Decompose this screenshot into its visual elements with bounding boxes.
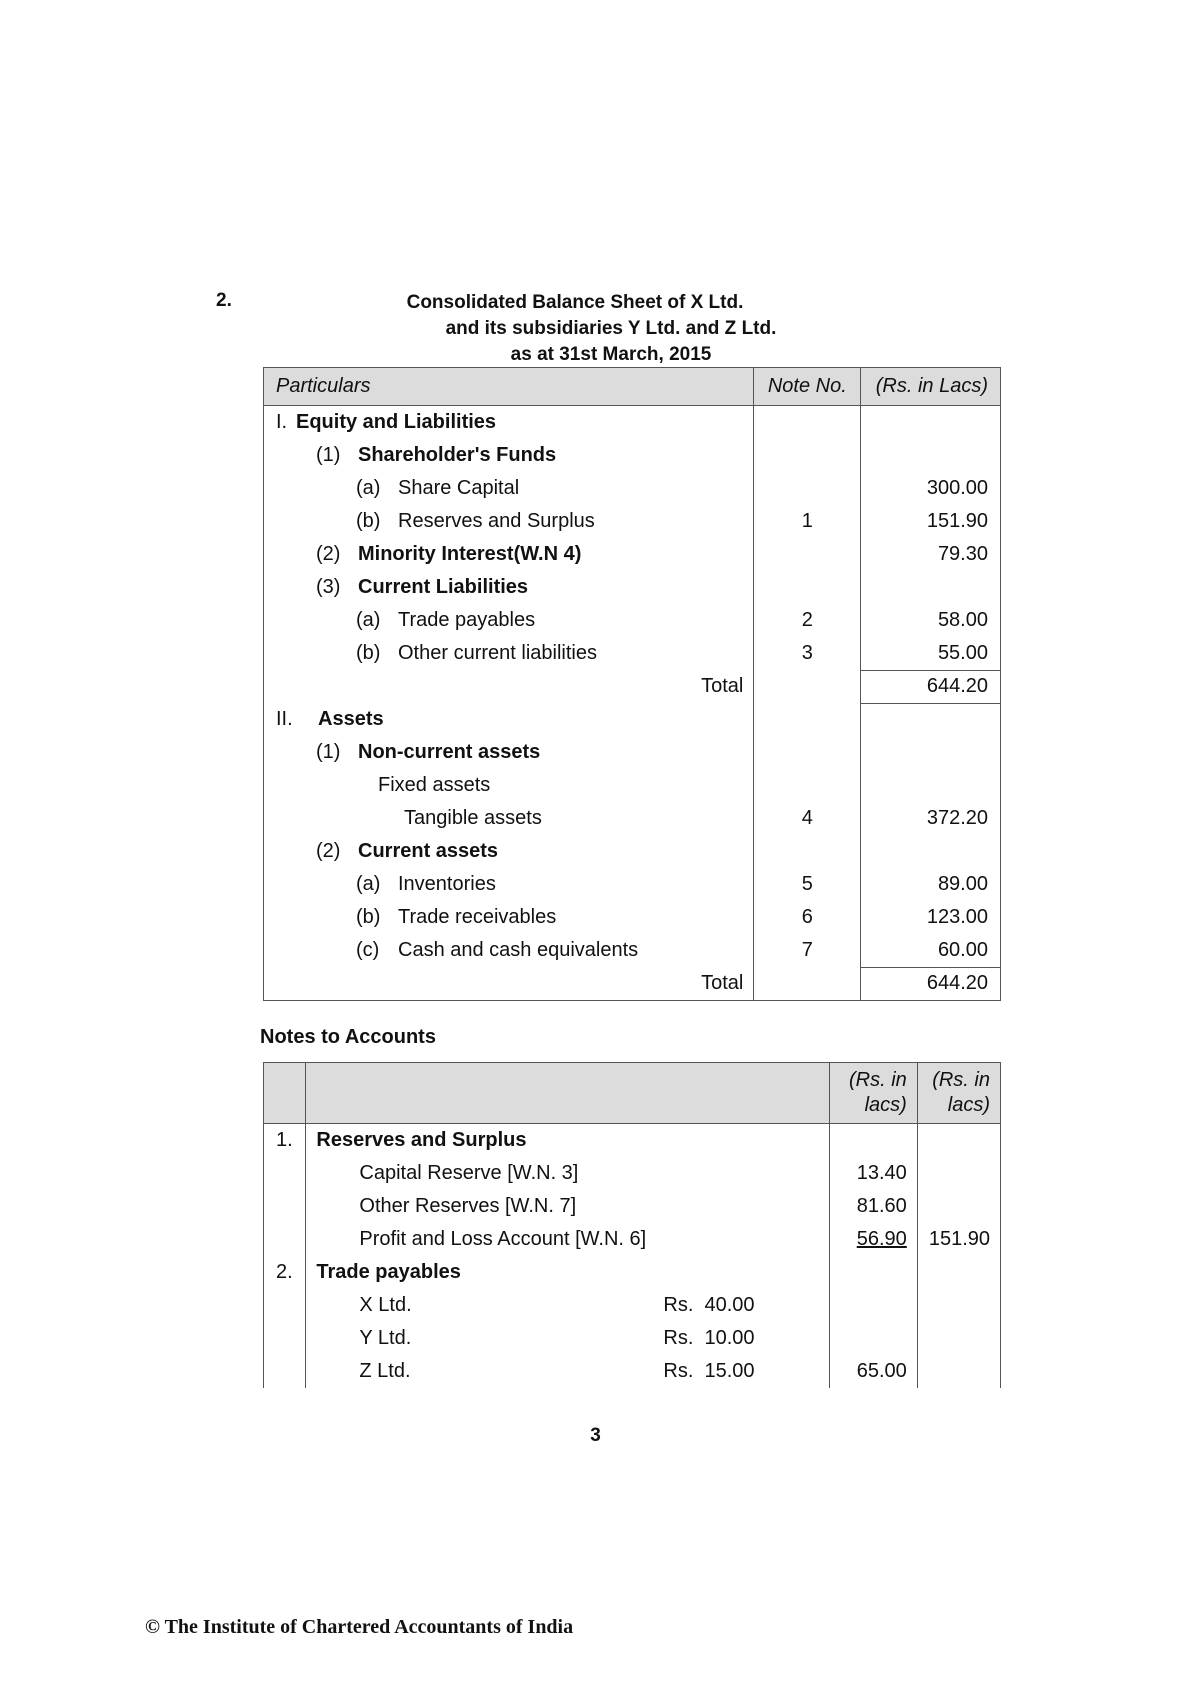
header-col3: (Rs. in lacs) [829, 1063, 917, 1124]
title-line-1: Consolidated Balance Sheet of X Ltd. [406, 292, 744, 313]
row-label: Equity and Liabilities [296, 411, 497, 433]
row-amount: 372.20 [861, 802, 1001, 835]
row-label: Current assets [358, 840, 499, 862]
table-row [264, 637, 1001, 670]
row-amount: 300.00 [861, 472, 1001, 505]
row-sub: Rs. 15.00 [663, 1360, 755, 1382]
table-row [264, 571, 1001, 604]
row-col3: 13.40 [829, 1157, 917, 1190]
balance-sheet-table [263, 367, 1001, 1001]
row-col4: 151.90 [917, 1223, 1000, 1256]
row-label: Other current liabilities [398, 642, 597, 664]
row-amount: 89.00 [861, 868, 1001, 901]
table-row [264, 1322, 1001, 1355]
row-amount: 79.30 [861, 538, 1001, 571]
table-row [264, 406, 1001, 440]
row-amount: 123.00 [861, 901, 1001, 934]
row-label: Trade payables [306, 1256, 829, 1289]
table-header-row [264, 1063, 1001, 1124]
header-particulars: Particulars [264, 368, 754, 406]
table-row [264, 802, 1001, 835]
row-label: Reserves and Surplus [306, 1124, 829, 1158]
table-row [264, 1124, 1001, 1158]
footer-copyright: © The Institute of Chartered Accountants of India [145, 1616, 574, 1638]
notes-table [263, 1062, 1001, 1388]
row-label: Inventories [398, 873, 496, 895]
row-note: 6 [754, 901, 861, 934]
table-row [264, 1256, 1001, 1289]
row-label: Assets [318, 708, 384, 730]
row-label: Shareholder's Funds [358, 444, 557, 466]
total-amount: 644.20 [861, 670, 1001, 703]
table-row [264, 439, 1001, 472]
title-line-2: and its subsidiaries Y Ltd. and Z Ltd. [445, 318, 777, 339]
row-num: (b) [356, 642, 381, 664]
row-num: 1. [264, 1124, 306, 1158]
row-label: Capital Reserve [W.N. 3] [306, 1157, 829, 1190]
table-row [264, 736, 1001, 769]
row-label: Share Capital [398, 477, 520, 499]
row-label: Minority Interest(W.N 4) [358, 543, 582, 565]
row-label: Current Liabilities [358, 576, 529, 598]
table-row [264, 703, 1001, 736]
row-amount: 151.90 [861, 505, 1001, 538]
table-row [264, 1289, 1001, 1322]
title-line-3: as at 31st March, 2015 [510, 344, 712, 365]
row-amount: 55.00 [861, 637, 1001, 670]
row-num: (b) [356, 510, 381, 532]
header-amount: (Rs. in Lacs) [861, 368, 1001, 406]
row-label: Profit and Loss Account [W.N. 6] [306, 1223, 829, 1256]
total-row [264, 670, 1001, 703]
table-row [264, 472, 1001, 505]
table-row [264, 1355, 1001, 1388]
row-num: (1) [316, 741, 341, 763]
table-row [264, 538, 1001, 571]
row-sub: Rs. 40.00 [663, 1294, 755, 1316]
row-note: 2 [754, 604, 861, 637]
table-row [264, 1190, 1001, 1223]
row-label: Cash and cash equivalents [398, 939, 639, 961]
table-row [264, 769, 1001, 802]
row-label: Other Reserves [W.N. 7] [306, 1190, 829, 1223]
row-label: Trade receivables [398, 906, 557, 928]
row-note: 1 [754, 505, 861, 538]
row-num: (a) [356, 873, 381, 895]
row-note: 5 [754, 868, 861, 901]
row-note: 7 [754, 934, 861, 967]
row-col3: 81.60 [829, 1190, 917, 1223]
row-note: 4 [754, 802, 861, 835]
table-header-row [264, 368, 1001, 406]
row-label: Trade payables [398, 609, 536, 631]
row-col3: 65.00 [829, 1355, 917, 1388]
total-label: Total [264, 967, 754, 1001]
question-number: 2. [216, 290, 232, 311]
row-label: Tangible assets [404, 807, 542, 829]
header-col4: (Rs. in lacs) [917, 1063, 1000, 1124]
row-label: Non-current assets [358, 741, 541, 763]
table-row [264, 901, 1001, 934]
row-num: (a) [356, 477, 381, 499]
header-note-no: Note No. [754, 368, 861, 406]
table-row [264, 1223, 1001, 1256]
total-amount: 644.20 [861, 967, 1001, 1001]
notes-title: Notes to Accounts [260, 1026, 436, 1048]
row-num: (c) [356, 939, 380, 961]
row-note [754, 472, 861, 505]
page-number: 3 [590, 1425, 601, 1446]
row-num: (1) [316, 444, 341, 466]
row-label: Y Ltd. [359, 1327, 412, 1349]
table-row [264, 868, 1001, 901]
row-note [754, 538, 861, 571]
row-num: (2) [316, 543, 341, 565]
total-label: Total [264, 670, 754, 703]
row-label: Fixed assets [378, 774, 491, 796]
row-label: Reserves and Surplus [398, 510, 595, 532]
row-col3: 56.90 [856, 1228, 907, 1250]
row-num: 2. [264, 1256, 306, 1289]
row-label: Z Ltd. [359, 1360, 411, 1382]
row-amount: 60.00 [861, 934, 1001, 967]
total-row [264, 967, 1001, 1001]
row-num: (3) [316, 576, 341, 598]
table-row [264, 604, 1001, 637]
table-row [264, 835, 1001, 868]
table-row [264, 505, 1001, 538]
row-num: II. [276, 708, 293, 730]
row-num: (a) [356, 609, 381, 631]
row-label: X Ltd. [359, 1294, 412, 1316]
table-row [264, 1157, 1001, 1190]
row-amount: 58.00 [861, 604, 1001, 637]
row-num: (b) [356, 906, 381, 928]
row-sub: Rs. 10.00 [663, 1327, 755, 1349]
table-row [264, 934, 1001, 967]
row-num: (2) [316, 840, 341, 862]
row-note: 3 [754, 637, 861, 670]
row-num: I. [276, 411, 288, 433]
